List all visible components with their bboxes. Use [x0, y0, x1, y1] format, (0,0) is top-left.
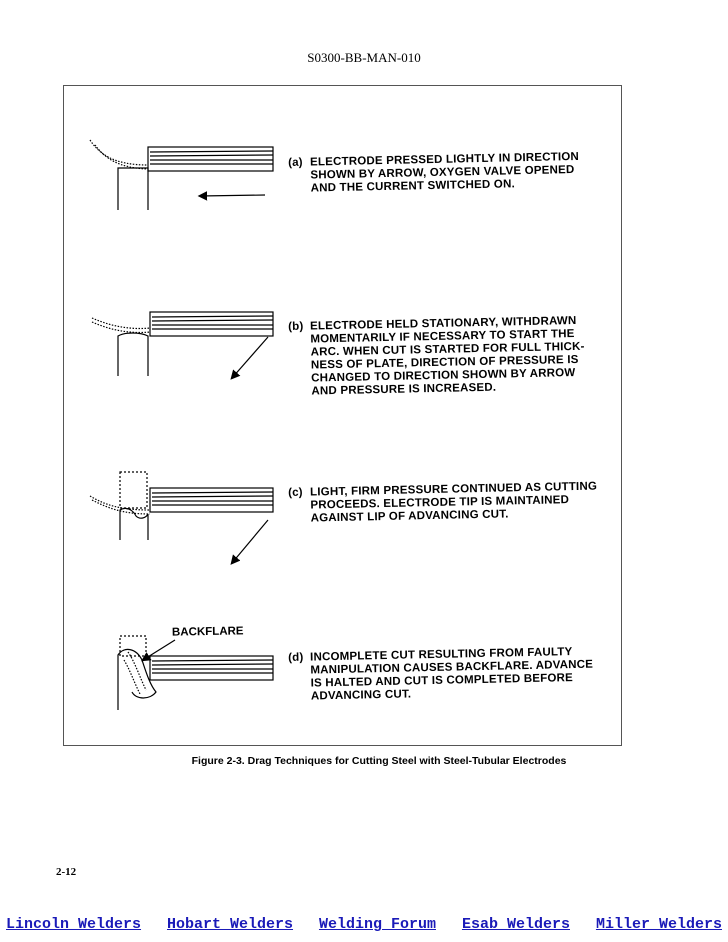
figure-caption: Figure 2-3. Drag Techniques for Cutting Steel with Steel-Tubular Electrodes — [191, 755, 567, 767]
page-number: 2-12 — [56, 866, 77, 878]
document-id: S0300-BB-MAN-010 — [307, 50, 421, 65]
step-b-text: (b) ELECTRODE HELD STATIONARY, WITHDRAWN MOMENTARILY IF NECESSARY TO START THE ARC. WHEN CUT IS STARTED FOR FULL THICK- NESS OF PLATE, DIRECTION OF PRESSURE IS CHANGED TO DIRECTION SHOWN BY ARROW AND PRESSURE IS INCREASED. — [288, 314, 585, 398]
footer-link-esab-welders[interactable]: Esab Welders — [461, 916, 570, 933]
diagram-step-c — [90, 472, 273, 563]
diagram-step-b — [92, 312, 273, 378]
footer-link-lincoln-welders[interactable]: Lincoln Welders — [6, 916, 142, 933]
step-a-text: (a) ELECTRODE PRESSED LIGHTLY IN DIRECTION SHOWN BY ARROW, OXYGEN VALVE OPENED AND THE CURRENT SWITCHED ON. — [288, 150, 580, 195]
step-c-text: (c) LIGHT, FIRM PRESSURE CONTINUED AS CUTTING PROCEEDS. ELECTRODE TIP IS MAINTAINED AGAINST LIP OF ADVANCING CUT. — [288, 480, 598, 525]
diagram-step-d — [118, 636, 273, 710]
footer-link-miller-welders[interactable]: Miller Welders — [595, 916, 722, 933]
step-d-text: (d) INCOMPLETE CUT RESULTING FROM FAULTY MANIPULATION CAUSES BACKFLARE. ADVANCE IS HALTED AND CUT IS COMPLETED BEFORE ADVANCING CUT. — [288, 646, 594, 703]
diagram-step-a — [90, 140, 273, 210]
backflare-label: BACKFLARE — [171, 625, 244, 639]
footer-link-hobart-welders[interactable]: Hobart Welders — [166, 916, 294, 933]
footer-links — [0, 916, 728, 933]
footer-link-welding-forum[interactable]: Welding Forum — [318, 916, 436, 933]
